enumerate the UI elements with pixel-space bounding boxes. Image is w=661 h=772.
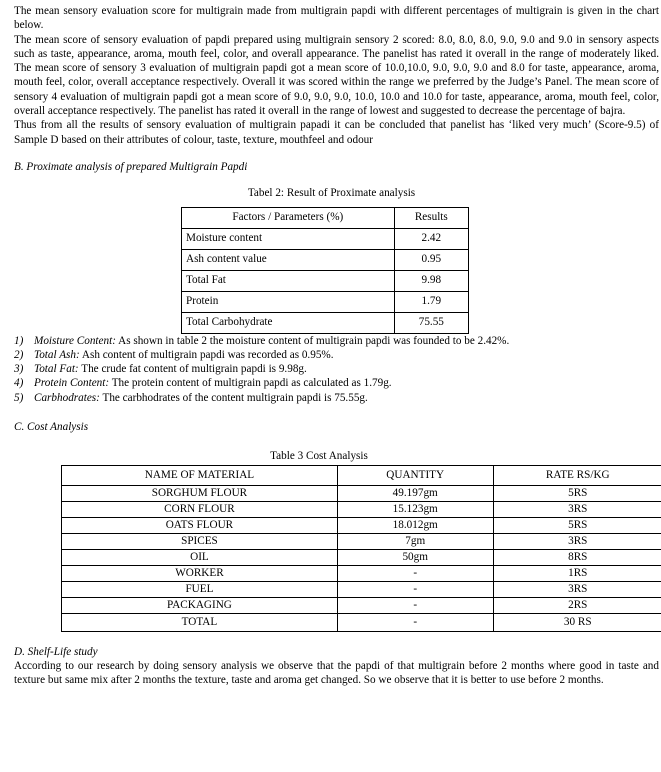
table-header-cell: Results — [394, 207, 468, 228]
table-row — [182, 291, 469, 312]
table-row — [62, 533, 661, 549]
table-cell: 75.55 — [394, 312, 468, 333]
table-cell: 3RS — [493, 581, 661, 597]
table-row — [182, 249, 469, 270]
list-term: Protein Content: — [34, 377, 110, 390]
table-cell: Protein — [182, 291, 395, 312]
table-cell: 9.98 — [394, 270, 468, 291]
table-cell: 15.123gm — [337, 501, 493, 517]
proximate-table — [181, 207, 469, 334]
table-row — [62, 485, 661, 501]
table-cell: Total Fat — [182, 270, 395, 291]
section-c-heading: C. Cost Analysis — [14, 421, 89, 434]
table-cell: 3RS — [493, 501, 661, 517]
table-cell: WORKER — [62, 565, 338, 581]
table-3-caption: Table 3 Cost Analysis — [270, 450, 368, 463]
list-number: 3) — [14, 363, 24, 376]
list-item — [14, 391, 659, 405]
list-number: 4) — [14, 377, 24, 390]
table-row — [182, 228, 469, 249]
table-cell: 18.012gm — [337, 517, 493, 533]
list-text: Ash content of multigrain papdi was recorded as 0.95%. — [79, 348, 334, 361]
table-row — [62, 597, 661, 613]
table-cell: 3RS — [493, 533, 661, 549]
table-header-cell: Factors / Parameters (%) — [182, 207, 395, 228]
table-cell: SORGHUM FLOUR — [62, 485, 338, 501]
table-cell: Total Carbohydrate — [182, 312, 395, 333]
list-item — [14, 348, 659, 362]
list-text: The carbhodrates of the content multigrain papdi is 75.55g. — [99, 391, 368, 404]
table-cell: Ash content value — [182, 249, 395, 270]
table-cell: 8RS — [493, 549, 661, 565]
table-cell: OATS FLOUR — [62, 517, 338, 533]
table-cell: 0.95 — [394, 249, 468, 270]
table-row — [182, 270, 469, 291]
table-cell: 7gm — [337, 533, 493, 549]
table-cell: FUEL — [62, 581, 338, 597]
table-cell: 50gm — [337, 549, 493, 565]
table-cell: SPICES — [62, 533, 338, 549]
table-row — [62, 581, 661, 597]
section-d-heading: D. Shelf-Life study — [14, 645, 98, 658]
shelf-life-paragraph: According to our research by doing sensory analysis we observe that the papdi of that multigrain before 2 months where good in taste and texture but same mix after 2 months the texture, taste and aroma get changed. So we observe that it is better to use before 2 months. — [14, 659, 659, 687]
table-cell: Moisture content — [182, 228, 395, 249]
list-term: Moisture Content: — [34, 334, 116, 347]
list-text: The protein content of multigrain papdi as calculated as 1.79g. — [109, 377, 392, 390]
table-2-caption: Tabel 2: Result of Proximate analysis — [247, 187, 416, 200]
list-item — [14, 376, 659, 390]
list-number: 1) — [14, 334, 24, 347]
list-term: Total Fat: — [34, 363, 79, 376]
table-row — [62, 501, 661, 517]
table-cell: 1.79 — [394, 291, 468, 312]
paper-page — [14, 0, 659, 688]
table-header-cell: RATE RS/KG — [493, 465, 661, 485]
table-cell: 5RS — [493, 485, 661, 501]
list-text: The crude fat content of multigrain papdi is 9.98g. — [78, 363, 307, 376]
table-cell: CORN FLOUR — [62, 501, 338, 517]
table-header-cell: NAME OF MATERIAL — [62, 465, 338, 485]
list-number: 2) — [14, 348, 24, 361]
intro-paragraph-1: The mean sensory evaluation score for multigrain made from multigrain papdi with different percentages of multigrain is given in the chart below. — [14, 5, 659, 32]
table-cell: 30 RS — [493, 613, 661, 631]
table-row — [62, 549, 661, 565]
table-header-row — [62, 465, 661, 485]
list-item — [14, 334, 659, 348]
proximate-results-list — [14, 334, 659, 405]
table-cell: OIL — [62, 549, 338, 565]
table-cell: 5RS — [493, 517, 661, 533]
table-cell: 2.42 — [394, 228, 468, 249]
cost-analysis-table — [61, 465, 661, 632]
intro-paragraph-2: The mean score of sensory evaluation of papdi prepared using multigrain sensory 2 scored: 8.0, 8.0, 8.0, 9.0, 9.0 and 9.0 in sensory aspects such as taste, appearance, aroma, mouth feel, color, and overall appearance. The panelist has rated it overall in the range of moderately liked. The mean score of sensory 3 evaluation of multigrain papdi got a mean score of 10.0,10.0, 9.0, 9.0, 9.0 and 8.0 for taste, appearance, aroma, mouth feel, color, overall acceptance respectively. Overall it was scored within the range we preferred by the Judge’s Panel. The mean score of sensory 4 evaluation of multigrain papdi got a mean score of 9.0, 9.0, 9.0, 10.0, 10.0 and 10.0 for taste, appearance, aroma, mouth feel, color, overall acceptance respectively. The panelist has rated it overall in the range of lowest and suggested to decrease the percentage of bajra. — [14, 33, 659, 118]
table-row — [62, 613, 661, 631]
intro-paragraph-3: Thus from all the results of sensory evaluation of multigrain papadi it can be concluded that panelist has ‘liked very much’ (Score-9.5) of Sample D based on their attributes of colour, taste, texture, mouthfeel and odour — [14, 119, 659, 146]
table-cell: 2RS — [493, 597, 661, 613]
list-text: As shown in table 2 the moisture content of multigrain papdi was founded to be 2.42%. — [115, 334, 510, 347]
table-row — [62, 517, 661, 533]
list-term: Carbhodrates: — [34, 391, 100, 404]
table-header-cell: QUANTITY — [337, 465, 493, 485]
list-term: Total Ash: — [34, 348, 80, 361]
table-cell: - — [337, 597, 493, 613]
table-cell: 1RS — [493, 565, 661, 581]
table-cell: 49.197gm — [337, 485, 493, 501]
list-item — [14, 362, 659, 376]
table-row — [182, 312, 469, 333]
table-row — [62, 565, 661, 581]
table-header-row — [182, 207, 469, 228]
section-b-heading: B. Proximate analysis of prepared Multigrain Papdi — [14, 160, 248, 173]
list-number: 5) — [14, 391, 24, 404]
table-cell: - — [337, 565, 493, 581]
table-cell: - — [337, 613, 493, 631]
table-cell: TOTAL — [62, 613, 338, 631]
table-cell: PACKAGING — [62, 597, 338, 613]
table-cell: - — [337, 581, 493, 597]
